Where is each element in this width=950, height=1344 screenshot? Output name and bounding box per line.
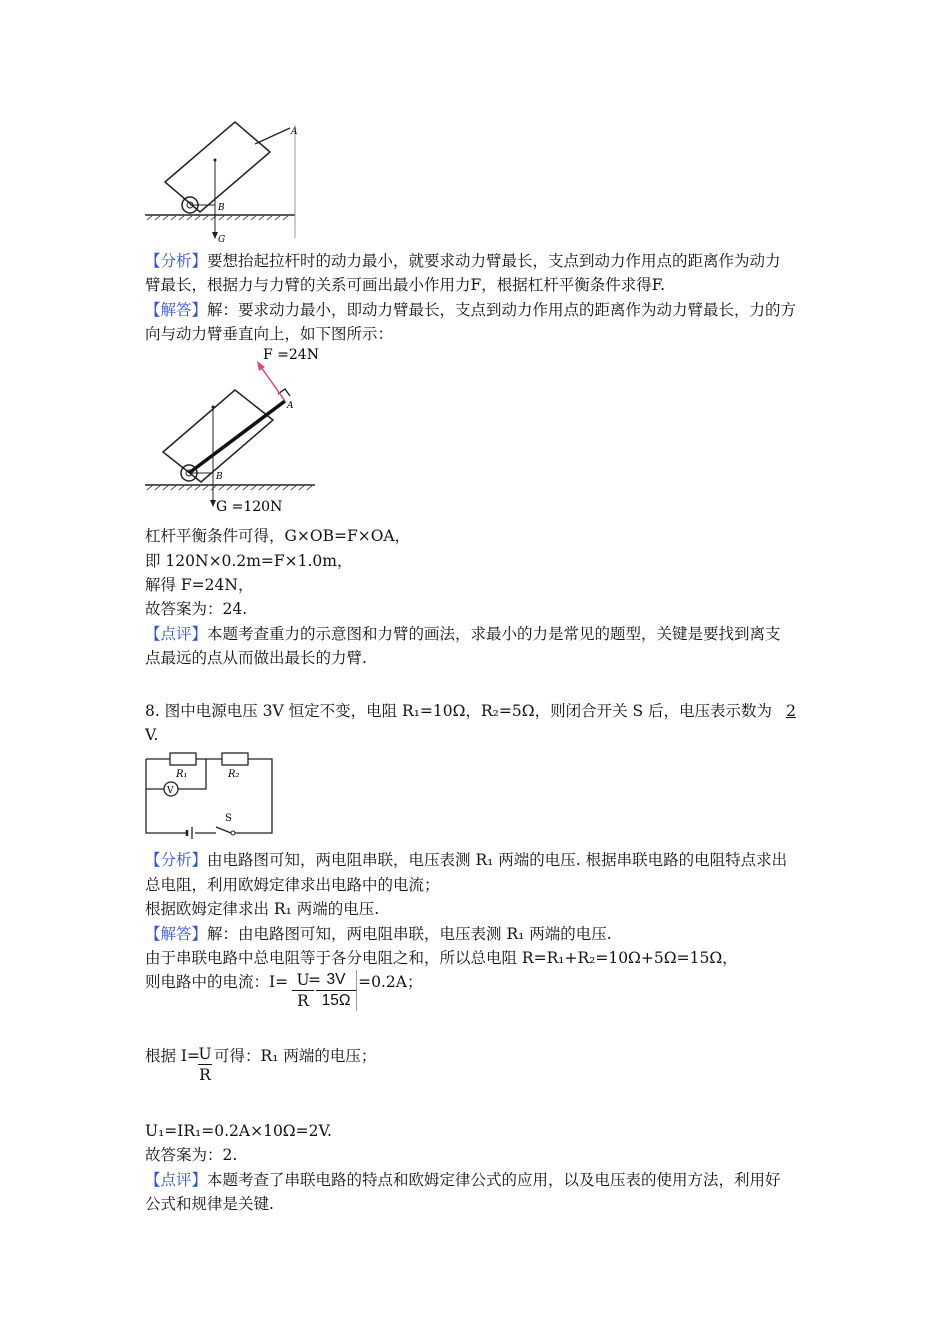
q8-analysis-line3: 根据欧姆定律求出 R₁ 两端的电压. [145,900,380,918]
fraction-3v-over-15ohm: $\frac{3V}{15\Omega}$ [316,970,357,1011]
q8-question-line2: V. [145,726,159,744]
q7-answer-line2: 向与动力臂垂直向上，如下图所示： [145,325,394,343]
q7-calc-line4: 故答案为：24. [145,600,248,618]
q7-calc-line1: 杠杆平衡条件可得，G×OB=F×OA， [145,527,411,545]
q7-analysis-line1: 【分析】要想抬起拉杆时的动力最小，就要求动力臂最长，支点到动力作用点的距离作为动力 [145,252,781,270]
q7-calc-line3: 解得 F=24N， [145,576,254,594]
q8-question-line1: 8. 图中电源电压 3V 恒定不变，电阻 R₁=10Ω，R₂=5Ω，则闭合开关 S 后，电压表示数为 2 [145,700,810,722]
label-b: B [216,472,223,482]
q8-comment-line2: 公式和规律是关键. [145,1195,274,1213]
q7-calc-line2: 即 120N×0.2m=F×1.0m， [145,552,353,570]
q8-answer-line6: 故答案为：2. [145,1146,238,1164]
q8-comment-line1: 【点评】本题考查了串联电路的特点和欧姆定律公式的应用，以及电压表的使用方法，利用好 [145,1171,781,1189]
figure-trolley-2 [145,345,320,515]
answer-tag: 【解答】 [145,925,208,943]
q8-answer-line1: 【解答】解：由电路图可知，两电阻串联，电压表测 R₁ 两端的电压. [145,925,612,943]
q8-current-formula: 则电路中的电流：I= =0.2A； [145,973,423,991]
equals-sign: = [308,971,321,989]
q7-answer-line1: 【解答】解：要求动力最小，即动力臂最长，支点到动力作用点的距离作为动力臂最长，力的方 [145,301,797,319]
q7-comment-line1: 【点评】本题考查重力的示意图和力臂的画法，求最小的力是常见的题型，关键是要找到离支 [145,625,781,643]
q8-answer-line5: U₁=IR₁=0.2A×10Ω=2V. [145,1122,332,1140]
q7-comment-line2: 点最远的点从而做出最长的力臂. [145,649,367,667]
force-label: F =24N [263,347,319,363]
label-b: B [218,203,225,213]
label-r2: R₂ [228,769,240,780]
answer-tag: 【解答】 [145,301,208,319]
q7-analysis-line2: 臂最长，根据力与力臂的关系可画出最小作用力F，根据杠杆平衡条件求得F. [145,276,666,294]
label-g: G [218,235,226,245]
comment-tag: 【点评】 [145,1171,208,1189]
figure-circuit [140,745,280,840]
gravity-label: G =120N [216,499,283,515]
q8-analysis-line2: 总电阻，利用欧姆定律求出电路中的电流； [145,876,440,894]
q8-analysis-line1: 【分析】由电路图可知，两电阻串联，电压表测 R₁ 两端的电压. 根据串联电路的电阻特点求出 [145,851,788,869]
comment-tag: 【点评】 [145,625,208,643]
label-switch: S [225,813,232,824]
analysis-tag: 【分析】 [145,851,208,869]
analysis-tag: 【分析】 [145,252,208,270]
q8-voltage-formula: 根据 I= 可得：R₁ 两端的电压； [145,1047,377,1065]
voltmeter-label: V [167,786,174,796]
q8-answer-line2: 由于串联电路中总电阻等于各分电阻之和，所以总电阻 R=R₁+R₂=10Ω+5Ω=15Ω， [145,949,738,967]
figure-trolley-1 [145,120,305,245]
label-a: A [287,401,294,411]
q8-answer-blank: 2 [786,702,796,720]
fraction-u-over-r: $\frac{U}{R}$ [198,1045,212,1084]
label-r1: R₁ [176,769,188,780]
label-a: A [291,127,298,137]
fraction-u-over-r: $\frac{U}{R}$ [292,970,314,1011]
